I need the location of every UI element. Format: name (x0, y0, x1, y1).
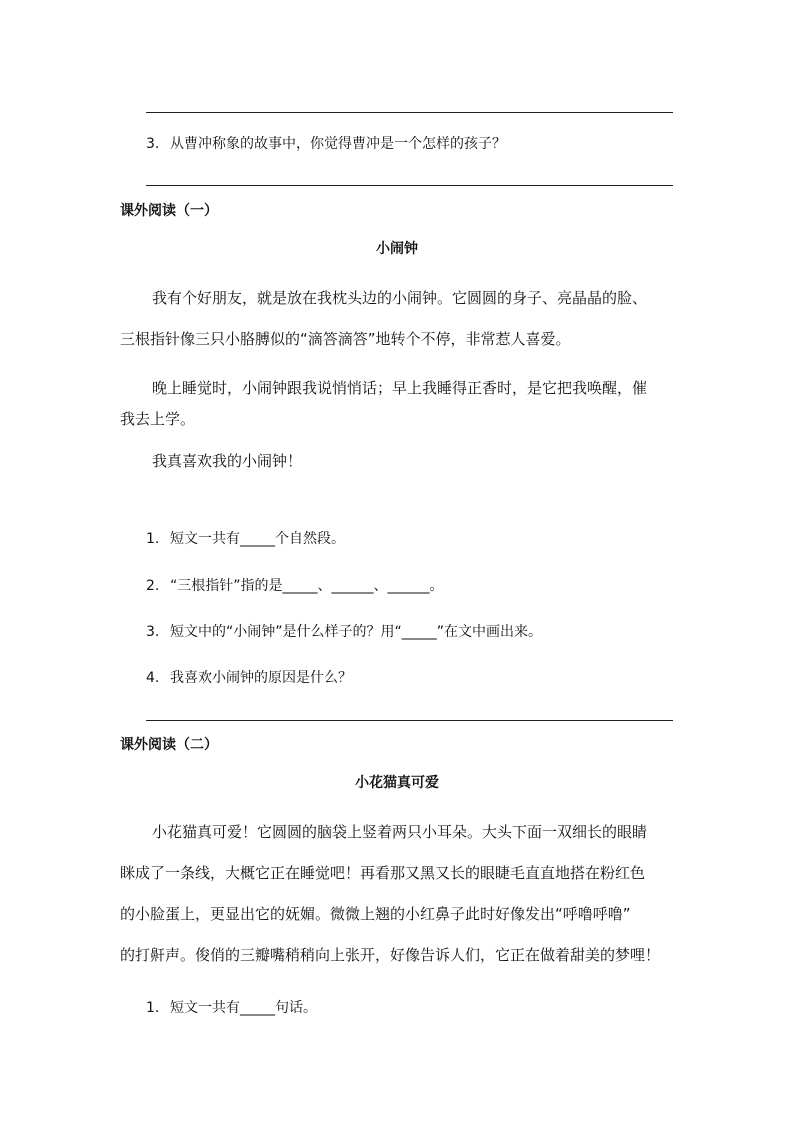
passage-line: 我去上学。 (120, 410, 196, 428)
question-text: 我喜欢小闹钟的原因是什么？ (170, 670, 352, 686)
question-item (146, 997, 317, 1017)
question-text: 短文中的“小闹钟”是什么样子的？用“_____”在文中画出来。 (170, 624, 543, 640)
question-number: 3. (146, 624, 160, 640)
question-number: 4. (146, 670, 160, 686)
question-item (146, 667, 352, 687)
question-text: 短文一共有_____个自然段。 (170, 531, 345, 547)
question-item (146, 575, 444, 595)
passage-title: 小花猫真可爱 (355, 775, 439, 791)
question-number: 1. (146, 1000, 160, 1016)
passage-line: 晚上睡觉时，小闹钟跟我说悄悄话；早上我睡得正香时，是它把我唤醒，催 (152, 379, 648, 397)
passage-line: 小花猫真可爱！它圆圆的脑袋上竖着两只小耳朵。大头下面一双细长的眼睛 (152, 823, 648, 841)
question-item (146, 528, 345, 548)
passage-line: 三根指针像三只小胳膊似的“滴答滴答”地转个不停，非常惹人喜爱。 (120, 330, 571, 348)
passage-line: 眯成了一条线，大概它正在睡觉吧！再看那又黑又长的眼睫毛直直地搭在粉红色 (120, 864, 646, 882)
question-number: 3. (146, 136, 160, 152)
passage-title: 小闹钟 (376, 241, 418, 257)
question-text: 从曹冲称象的故事中，你觉得曹冲是一个怎样的孩子？ (170, 136, 506, 152)
answer-line (146, 112, 673, 113)
question-item (146, 133, 506, 153)
answer-line (146, 185, 673, 186)
section-heading: 课外阅读（二） (120, 737, 218, 753)
passage-line: 的小脸蛋上，更显出它的妩媚。微微上翘的小红鼻子此时好像发出“呼噜呼噜” (120, 905, 631, 923)
passage-line: 的打鼾声。俊俏的三瓣嘴稍稍向上张开，好像告诉人们，它正在做着甜美的梦哩！ (120, 946, 661, 964)
question-text: 短文一共有_____句话。 (170, 1000, 317, 1016)
passage-line: 我真喜欢我的小闹钟！ (152, 452, 303, 470)
question-number: 1. (146, 531, 160, 547)
section-heading: 课外阅读（一） (120, 203, 218, 219)
answer-line (146, 720, 673, 721)
question-number: 2. (146, 578, 160, 594)
passage-line: 我有个好朋友，就是放在我枕头边的小闹钟。它圆圆的身子、亮晶晶的脸、 (152, 289, 648, 307)
question-item (146, 621, 542, 641)
question-text: “三根指针”指的是_____、______、______。 (170, 578, 444, 594)
